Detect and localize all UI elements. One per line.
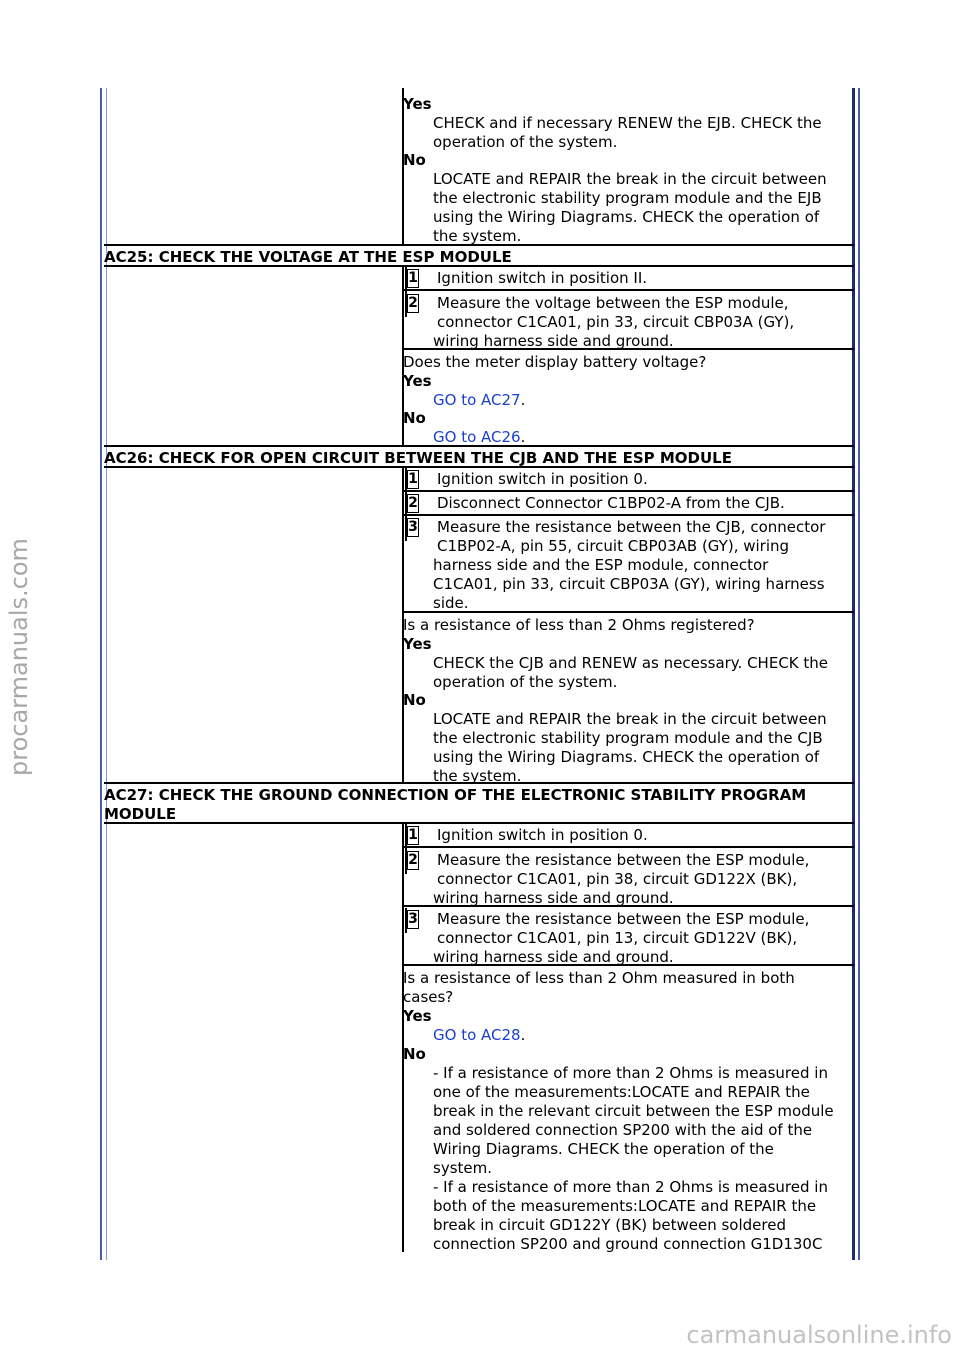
yes-label: Yes <box>403 95 432 113</box>
step-number: 2 <box>408 495 418 511</box>
table-rule <box>402 490 854 492</box>
no-text: - If a resistance of more than 2 Ohms is measured in <box>433 1178 828 1196</box>
no-text: both of the measurements:LOCATE and REPAIR the <box>433 1197 817 1215</box>
step-text: Measure the resistance between the ESP module, <box>437 910 810 928</box>
goto-ac26-link[interactable]: GO to AC26. <box>433 428 526 446</box>
section-title-ac27-cont: MODULE <box>104 805 177 823</box>
no-label: No <box>403 1045 426 1063</box>
no-text: the electronic stability program module and the EJB <box>433 189 822 207</box>
yes-label: Yes <box>403 1007 432 1025</box>
no-text: using the Wiring Diagrams. CHECK the operation of <box>433 748 820 766</box>
no-text: connection SP200 and ground connection G1D130C <box>433 1235 823 1253</box>
no-text: one of the measurements:LOCATE and REPAIR the <box>433 1083 810 1101</box>
no-text: and soldered connection SP200 with the aid of the <box>433 1121 813 1139</box>
page-frame-right-line <box>852 88 855 1260</box>
no-text: break in circuit GD122Y (BK) between soldered <box>433 1216 786 1234</box>
step-text: wiring harness side and ground. <box>433 948 674 966</box>
step-text: connector C1CA01, pin 13, circuit GD122V (BK), <box>437 929 798 947</box>
table-rule <box>402 846 854 848</box>
no-text: the electronic stability program module and the CJB <box>433 729 823 747</box>
step-text: Ignition switch in position 0. <box>437 826 648 844</box>
step-number: 3 <box>408 519 418 535</box>
section-title-ac26: AC26: CHECK FOR OPEN CIRCUIT BETWEEN THE CJB AND THE ESP MODULE <box>104 449 732 467</box>
watermark-side: procarmanuals.com <box>5 538 33 776</box>
step-text: C1CA01, pin 33, circuit CBP03A (GY), wiring harness <box>433 575 825 593</box>
section-title-ac27: AC27: CHECK THE GROUND CONNECTION OF THE ELECTRONIC STABILITY PROGRAM <box>104 786 807 804</box>
step-text: harness side and the ESP module, connector <box>433 556 769 574</box>
step-text: Measure the resistance between the ESP module, <box>437 851 810 869</box>
no-text: break in the relevant circuit between the ESP module <box>433 1102 834 1120</box>
page-frame-right-outer-line <box>858 88 860 1260</box>
no-text: Wiring Diagrams. CHECK the operation of the <box>433 1140 774 1158</box>
step-number: 1 <box>408 270 418 286</box>
step-text: wiring harness side and ground. <box>433 332 674 350</box>
no-label: No <box>403 409 426 427</box>
step-number: 1 <box>408 471 418 487</box>
question-text: Is a resistance of less than 2 Ohm measured in both <box>403 969 795 987</box>
yes-text: CHECK and if necessary RENEW the EJB. CHECK the <box>433 114 822 132</box>
goto-ac27-link[interactable]: GO to AC27. <box>433 391 526 409</box>
step-text: Measure the resistance between the CJB, connector <box>437 518 826 536</box>
step-number: 3 <box>408 911 418 927</box>
no-text: LOCATE and REPAIR the break in the circuit between <box>433 170 827 188</box>
step-number: 1 <box>408 827 418 843</box>
no-text: using the Wiring Diagrams. CHECK the operation of <box>433 208 820 226</box>
step-text: Disconnect Connector C1BP02-A from the CJB. <box>437 494 785 512</box>
section-title-ac25: AC25: CHECK THE VOLTAGE AT THE ESP MODULE <box>104 248 512 266</box>
step-number: 2 <box>408 852 418 868</box>
question-text: Does the meter display battery voltage? <box>403 353 707 371</box>
question-text: Is a resistance of less than 2 Ohms registered? <box>403 616 755 634</box>
no-text: system. <box>433 1159 492 1177</box>
step-text: connector C1CA01, pin 33, circuit CBP03A (GY), <box>437 313 795 331</box>
table-rule <box>402 611 854 613</box>
page-frame-left-line <box>100 88 102 1260</box>
step-text: wiring harness side and ground. <box>433 889 674 907</box>
no-label: No <box>403 151 426 169</box>
question-text: cases? <box>403 988 454 1006</box>
column-divider <box>402 823 404 1252</box>
no-text: - If a resistance of more than 2 Ohms is measured in <box>433 1064 828 1082</box>
no-text: the system. <box>433 227 522 245</box>
no-text: the system. <box>433 767 522 785</box>
yes-text: operation of the system. <box>433 673 618 691</box>
watermark-bottom: carmanualsonline.info <box>686 1321 952 1349</box>
no-text: LOCATE and REPAIR the break in the circuit between <box>433 710 827 728</box>
table-rule <box>104 822 854 824</box>
yes-text: CHECK the CJB and RENEW as necessary. CHECK the <box>433 654 829 672</box>
no-label: No <box>403 691 426 709</box>
step-text: Ignition switch in position II. <box>437 269 648 287</box>
goto-ac28-link[interactable]: GO to AC28. <box>433 1026 526 1044</box>
step-text: connector C1CA01, pin 38, circuit GD122X (BK), <box>437 870 798 888</box>
step-text: C1BP02-A, pin 55, circuit CBP03AB (GY), wiring <box>437 537 790 555</box>
yes-text: operation of the system. <box>433 133 618 151</box>
table-rule <box>402 514 854 516</box>
yes-label: Yes <box>403 372 432 390</box>
table-rule <box>402 289 854 291</box>
step-text: Measure the voltage between the ESP module, <box>437 294 789 312</box>
step-number: 2 <box>408 295 418 311</box>
step-text: side. <box>433 594 469 612</box>
yes-label: Yes <box>403 635 432 653</box>
step-text: Ignition switch in position 0. <box>437 470 648 488</box>
